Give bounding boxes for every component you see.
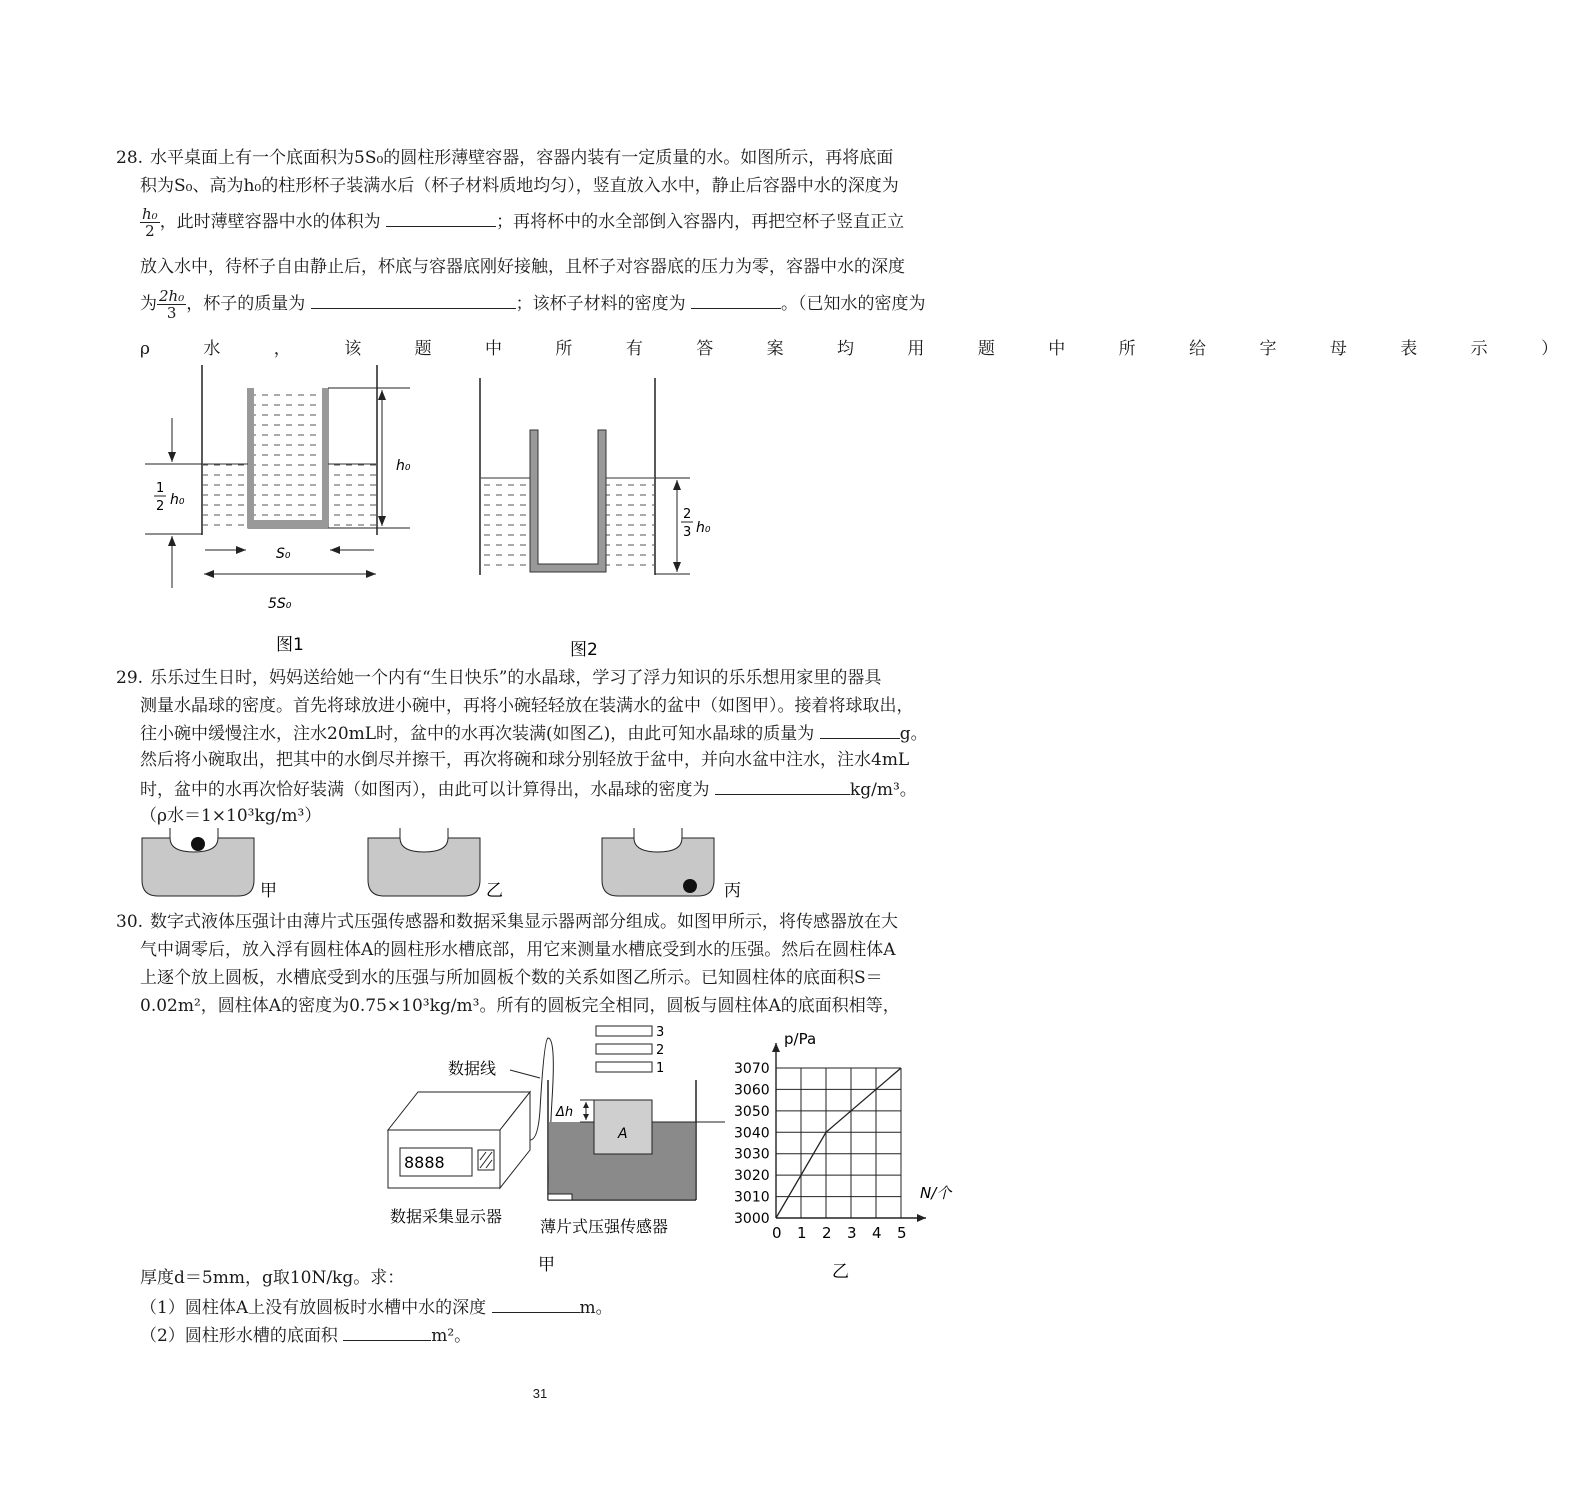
chart-ytick: 3060 bbox=[734, 1082, 770, 1099]
q29-line1: 乐乐过生日时，妈妈送给她一个内有“生日快乐”的水晶球，学习了浮力知识的乐乐想用家里的器具 bbox=[150, 668, 882, 688]
q28-line2: 积为S₀、高为h₀的柱形杯子装满水后（杯子材料质地均匀），竖直放入水中，静止后容器中水的深度为 bbox=[140, 176, 899, 196]
plate-3-label: 3 bbox=[656, 1025, 665, 1040]
page-number: 31 bbox=[532, 1386, 548, 1401]
q28-line5: 为 $\frac{\text{2h₀}}{3}$ ，杯子的质量为 ；该杯子材料的密度为 。（已知水的密度为 bbox=[140, 287, 926, 322]
q30-figure-jia bbox=[380, 1020, 725, 1280]
q30-sub1: （1）圆柱体A上没有放圆板时水槽中水的深度 m。 bbox=[140, 1294, 613, 1320]
chart-xtick: 4 bbox=[872, 1224, 882, 1242]
chart-ytick: 3030 bbox=[734, 1146, 770, 1163]
q29-line6: （ρ水＝1×10³kg/m³） bbox=[140, 806, 322, 826]
q30-chart-yi bbox=[728, 1022, 958, 1284]
q28-line4: 放入水中，待杯子自由静止后，杯底与容器底刚好接触，且杯子对容器底的压力为零，容器中水的深度 bbox=[140, 257, 905, 277]
q28-blank-mass[interactable] bbox=[311, 290, 516, 309]
chart-xtick: 1 bbox=[797, 1224, 807, 1242]
chart-x-arrow bbox=[917, 1214, 926, 1222]
fig1-half-h: h₀ bbox=[170, 492, 185, 508]
chart-ytick: 3020 bbox=[734, 1168, 770, 1185]
chart-ticks bbox=[734, 1061, 907, 1242]
q28-frac-half: $\frac{\text{h₀}}{2}$ bbox=[142, 205, 158, 240]
chart-ytick: 3040 bbox=[734, 1125, 770, 1142]
crystal-ball-bing bbox=[683, 879, 697, 893]
fig-bing-label: 丙 bbox=[724, 881, 741, 901]
plate-2-label: 2 bbox=[656, 1043, 665, 1058]
q30-sub2: （2）圆柱形水槽的底面积 m²。 bbox=[140, 1322, 471, 1348]
fig1-caption: 图1 bbox=[276, 635, 304, 655]
fig-yi-caption: 乙 bbox=[832, 1262, 849, 1282]
crystal-ball-jia bbox=[191, 837, 205, 851]
fig1-h0-label: h₀ bbox=[396, 458, 411, 474]
q30-line2: 气中调零后，放入浮有圆柱体A的圆柱形水槽底部，用它来测量水槽底受到水的压强。然后在圆柱体A bbox=[140, 940, 896, 960]
chart-ytick: 3000 bbox=[734, 1211, 770, 1227]
chart-grid bbox=[772, 1043, 926, 1222]
fig1-half-num: 1 bbox=[156, 481, 165, 496]
q28-line3: $\frac{\text{h₀}}{2}$ ，此时薄壁容器中水的体积为 ；再将杯中的水全部倒入容器内，再把空杯子竖直正立 bbox=[142, 205, 905, 240]
q30-line4: 0.02m²，圆柱体A的密度为0.75×10³kg/m³。所有的圆板完全相同，圆板与圆柱体A的底面积相等， bbox=[140, 996, 900, 1016]
q29-blank-density[interactable] bbox=[715, 776, 850, 795]
fig2-frac-den: 3 bbox=[683, 525, 692, 540]
q29-number: 29. bbox=[116, 668, 144, 688]
chart-xtick: 2 bbox=[822, 1224, 832, 1242]
chart-xtick: 3 bbox=[847, 1224, 857, 1242]
display-label: 数据采集显示器 bbox=[390, 1207, 503, 1226]
q28-blank-density[interactable] bbox=[691, 290, 781, 309]
data-line-label: 数据线 bbox=[448, 1059, 497, 1078]
delta-h-label: Δh bbox=[556, 1105, 574, 1120]
q29-line3: 往小碗中缓慢注水，注水20mL时，盆中的水再次装满(如图乙)，由此可知水晶球的质量为 g。 bbox=[140, 720, 928, 746]
q29-line4: 然后将小碗取出，把其中的水倒尽并擦干，再次将碗和球分别轻放于盆中，并向水盆中注水，注水4mL bbox=[140, 750, 910, 770]
q29-line2: 测量水晶球的密度。首先将球放进小碗中，再将小碗轻轻放在装满水的盆中（如图甲）。接着将球取出， bbox=[140, 696, 914, 716]
fig2-frac-num: 2 bbox=[683, 507, 692, 522]
q28-number: 28. bbox=[116, 148, 144, 168]
chart-xlabel: N/个 bbox=[920, 1184, 952, 1202]
q30-line1: 数字式液体压强计由薄片式压强传感器和数据采集显示器两部分组成。如图甲所示，将传感器放在大 bbox=[150, 912, 898, 932]
chart-xtick: 5 bbox=[897, 1224, 907, 1242]
q29-figures bbox=[130, 820, 990, 910]
sensor-label: 薄片式压强传感器 bbox=[540, 1217, 669, 1236]
chart-series-line bbox=[776, 1068, 901, 1218]
q28-line1: 水平桌面上有一个底面积为5S₀的圆柱形薄壁容器，容器内装有一定质量的水。如图所示，再将底面 bbox=[150, 148, 894, 168]
q28-figure-1 bbox=[140, 360, 440, 660]
display-readout: 8888 bbox=[404, 1153, 445, 1172]
q28-frac-twothirds: $\frac{\text{2h₀}}{3}$ bbox=[159, 287, 185, 322]
q28-line6: ρ 水 ， 该 题 中 所 有 答 案 均 用 题 中 所 给 字 母 表 示 ） bbox=[140, 339, 1582, 359]
q30-line3: 上逐个放上圆板，水槽底受到水的压强与所加圆板个数的关系如图乙所示。已知圆柱体的底面积S＝ bbox=[140, 968, 883, 988]
q29-blank-mass[interactable] bbox=[820, 720, 900, 739]
fig1-half-den: 2 bbox=[156, 499, 165, 514]
q28-blank-volume[interactable] bbox=[386, 208, 496, 227]
fig2-frac-h: h₀ bbox=[696, 520, 711, 536]
fig-yi-label: 乙 bbox=[486, 881, 503, 901]
plate-1-label: 1 bbox=[656, 1061, 665, 1076]
chart-y-arrow bbox=[772, 1043, 780, 1052]
q30-number: 30. bbox=[116, 912, 144, 932]
fig2-caption: 图2 bbox=[570, 640, 598, 660]
chart-ylabel: p/Pa bbox=[784, 1030, 817, 1048]
fig-jia-caption: 甲 bbox=[538, 1255, 555, 1275]
q29-line5: 时，盆中的水再次恰好装满（如图丙），由此可以计算得出，水晶球的密度为 kg/m³。 bbox=[140, 776, 917, 802]
fig1-s0-label: S₀ bbox=[276, 546, 291, 562]
chart-xtick: 0 bbox=[772, 1224, 782, 1242]
cylinder-a-label: A bbox=[618, 1126, 628, 1142]
fig1-5s0-label: 5S₀ bbox=[268, 596, 292, 612]
q30-blank-depth[interactable] bbox=[492, 1294, 580, 1313]
chart-ytick: 3010 bbox=[734, 1189, 770, 1206]
q30-line5: 厚度d＝5mm，g取10N/kg。求： bbox=[140, 1268, 405, 1288]
chart-ytick: 3050 bbox=[734, 1103, 770, 1120]
chart-ytick: 3070 bbox=[734, 1061, 770, 1077]
fig-jia-label: 甲 bbox=[260, 881, 277, 901]
q28-figure-2 bbox=[470, 360, 730, 660]
q30-blank-area[interactable] bbox=[343, 1322, 431, 1341]
